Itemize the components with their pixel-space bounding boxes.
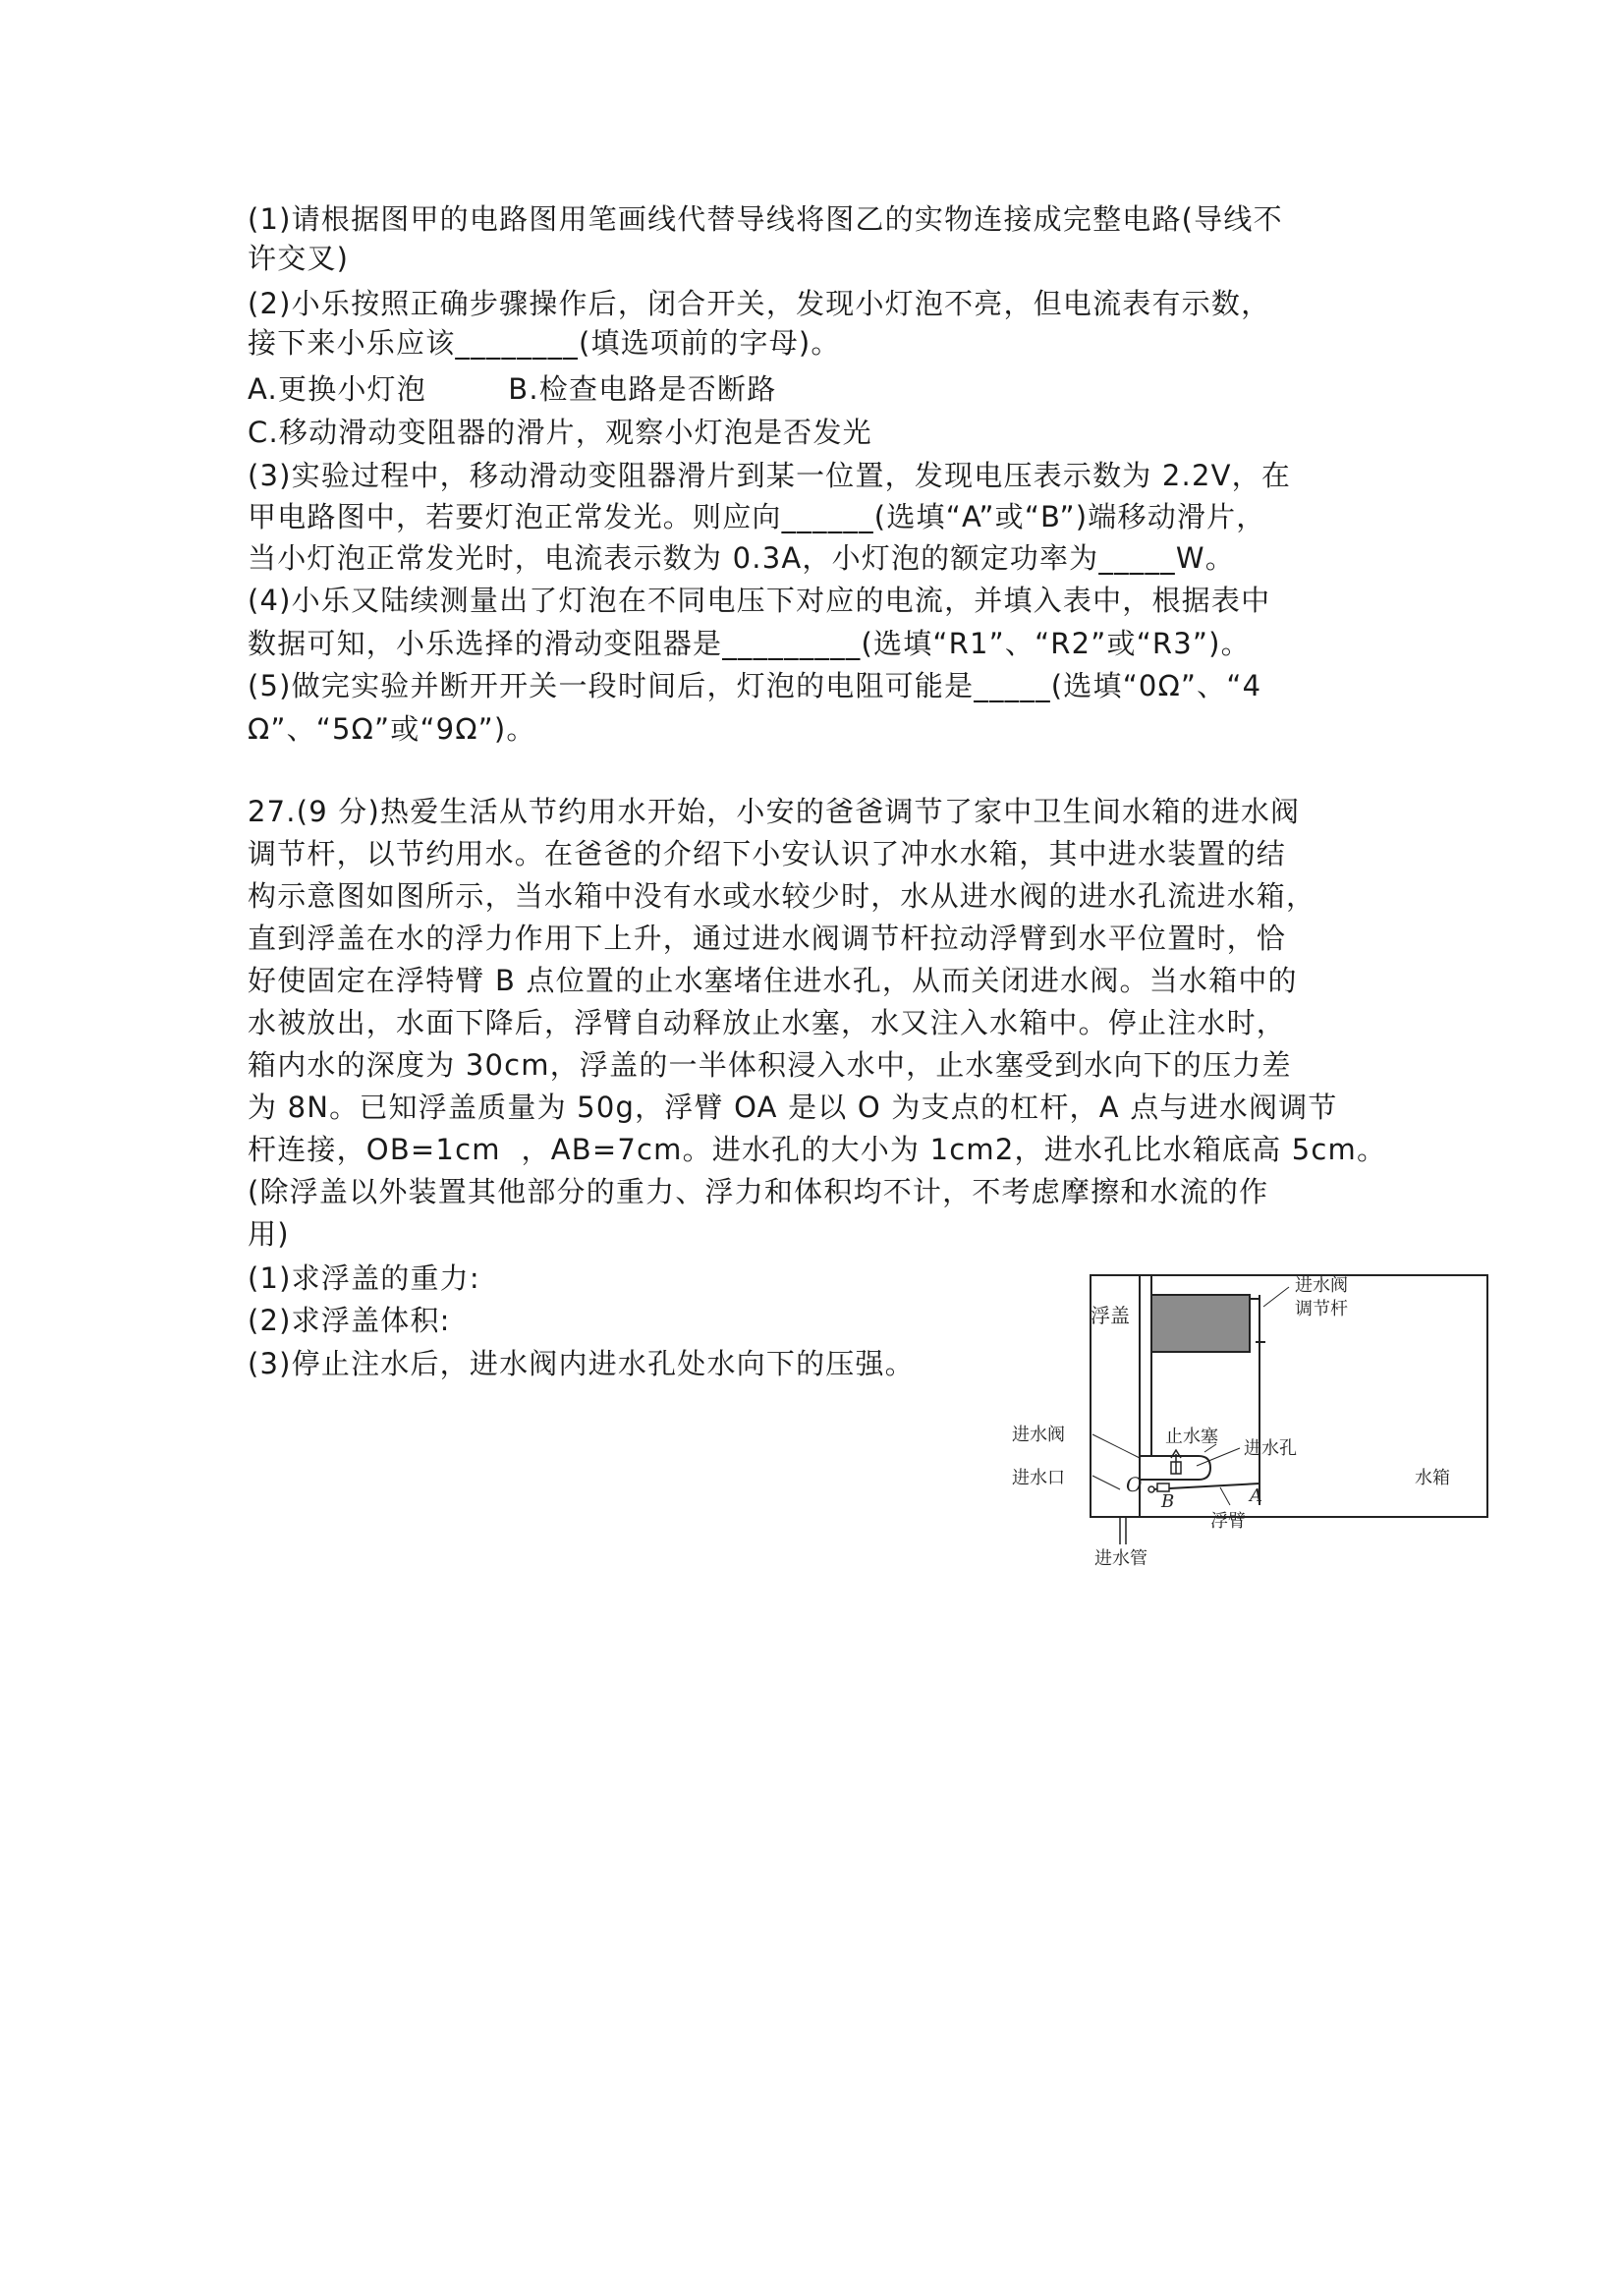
q27-line-9: 杆连接，OB=1cm ，AB=7cm。进水孔的大小为 1cm2，进水孔比水箱底高 5cm。 [248, 1133, 1387, 1166]
q26-line-9: 当小灯泡正常发光时，电流表示数为 0.3A，小灯泡的额定功率为_____W。 [248, 541, 1235, 575]
q26-line-1: (1)请根据图甲的电路图用笔画线代替导线将图乙的实物连接成完整电路(导线不 [248, 202, 1283, 236]
q26-line-8: 甲电路图中，若要灯泡正常发光。则应向______(选填“A”或“B”)端移动滑片， [248, 500, 1266, 533]
label-adjust-rod-1: 进水阀 [1295, 1275, 1348, 1296]
label-inlet-port: 进水口 [1012, 1468, 1065, 1488]
q26-line-6: C.移动滑动变阻器的滑片，观察小灯泡是否发光 [248, 416, 872, 449]
q27-line-4: 直到浮盖在水的浮力作用下上升，通过进水阀调节杆拉动浮臂到水平位置时，恰 [248, 922, 1287, 955]
q26-line-2: 许交叉) [248, 242, 350, 275]
q27-line-5: 好使固定在浮特臂 B 点位置的止水塞堵住进水孔，从而关闭进水阀。当水箱中的 [248, 964, 1298, 997]
q27-line-7: 箱内水的深度为 30cm，浮盖的一半体积浸入水中，止水塞受到水向下的压力差 [248, 1048, 1292, 1082]
label-float-cover: 浮盖 [1091, 1304, 1130, 1327]
q27-line-10: (除浮盖以外装置其他部分的重力、浮力和体积均不计，不考虑摩擦和水流的作 [248, 1175, 1269, 1208]
q26-line-7: (3)实验过程中，移动滑动变阻器滑片到某一位置，发现电压表示数为 2.2V，在 [248, 459, 1292, 492]
float-cover [1151, 1295, 1250, 1352]
q27-line-6: 水被放出，水面下降后，浮臂自动释放止水塞，水又注入水箱中。停止注水时， [248, 1006, 1287, 1039]
label-inlet-pipe: 进水管 [1094, 1548, 1147, 1569]
q26-line-11: 数据可知，小乐选择的滑动变阻器是_________(选填“R1”、“R2”或“R3”)。 [248, 627, 1251, 660]
q27-line-2: 调节杆，以节约用水。在爸爸的介绍下小安认识了冲水水箱，其中进水装置的结 [248, 837, 1287, 870]
q26-line-13: Ω”、“5Ω”或“9Ω”)。 [248, 712, 536, 746]
label-water-stop-plug: 止水塞 [1165, 1427, 1218, 1447]
q27-line-1: 27.(9 分)热爱生活从节约用水开始，小安的爸爸调节了家中卫生间水箱的进水阀 [248, 795, 1301, 828]
q27-line-11: 用) [248, 1217, 290, 1251]
label-point-a: A [1250, 1485, 1262, 1506]
q26-line-5: A.更换小灯泡 B.检查电路是否断路 [248, 372, 777, 406]
water-tank-diagram-svg [1002, 1248, 1493, 1572]
q26-line-10: (4)小乐又陆续测量出了灯泡在不同电压下对应的电流，并填入表中，根据表中 [248, 584, 1271, 617]
label-inlet-valve: 进水阀 [1012, 1425, 1065, 1445]
label-point-b: B [1161, 1491, 1175, 1512]
q27-subq-1: (1)求浮盖的重力: [248, 1261, 480, 1295]
label-water-tank: 水箱 [1415, 1468, 1450, 1488]
q27-line-3: 构示意图如图所示，当水箱中没有水或水较少时，水从进水阀的进水孔流进水箱， [248, 879, 1316, 913]
q26-line-12: (5)做完实验并断开开关一段时间后，灯泡的电阻可能是_____(选填“0Ω”、“4 [248, 669, 1262, 702]
q27-subq-2: (2)求浮盖体积: [248, 1304, 451, 1337]
water-tank-diagram [1002, 1248, 1493, 1572]
q27-subq-3: (3)停止注水后，进水阀内进水孔处水向下的压强。 [248, 1347, 915, 1380]
q26-line-4: 接下来小乐应该________(填选项前的字母)。 [248, 326, 841, 360]
q26-line-3: (2)小乐按照正确步骤操作后，闭合开关，发现小灯泡不亮，但电流表有示数， [248, 287, 1271, 320]
label-point-o: O [1126, 1473, 1143, 1496]
q27-line-8: 为 8N。已知浮盖质量为 50g，浮臂 OA 是以 O 为支点的杠杆，A 点与进水阀调节 [248, 1091, 1338, 1124]
label-inlet-hole: 进水孔 [1244, 1438, 1297, 1459]
label-adjust-rod-2: 调节杆 [1295, 1299, 1348, 1319]
label-float-arm: 浮臂 [1210, 1511, 1246, 1532]
pivot-point-o [1148, 1486, 1154, 1492]
